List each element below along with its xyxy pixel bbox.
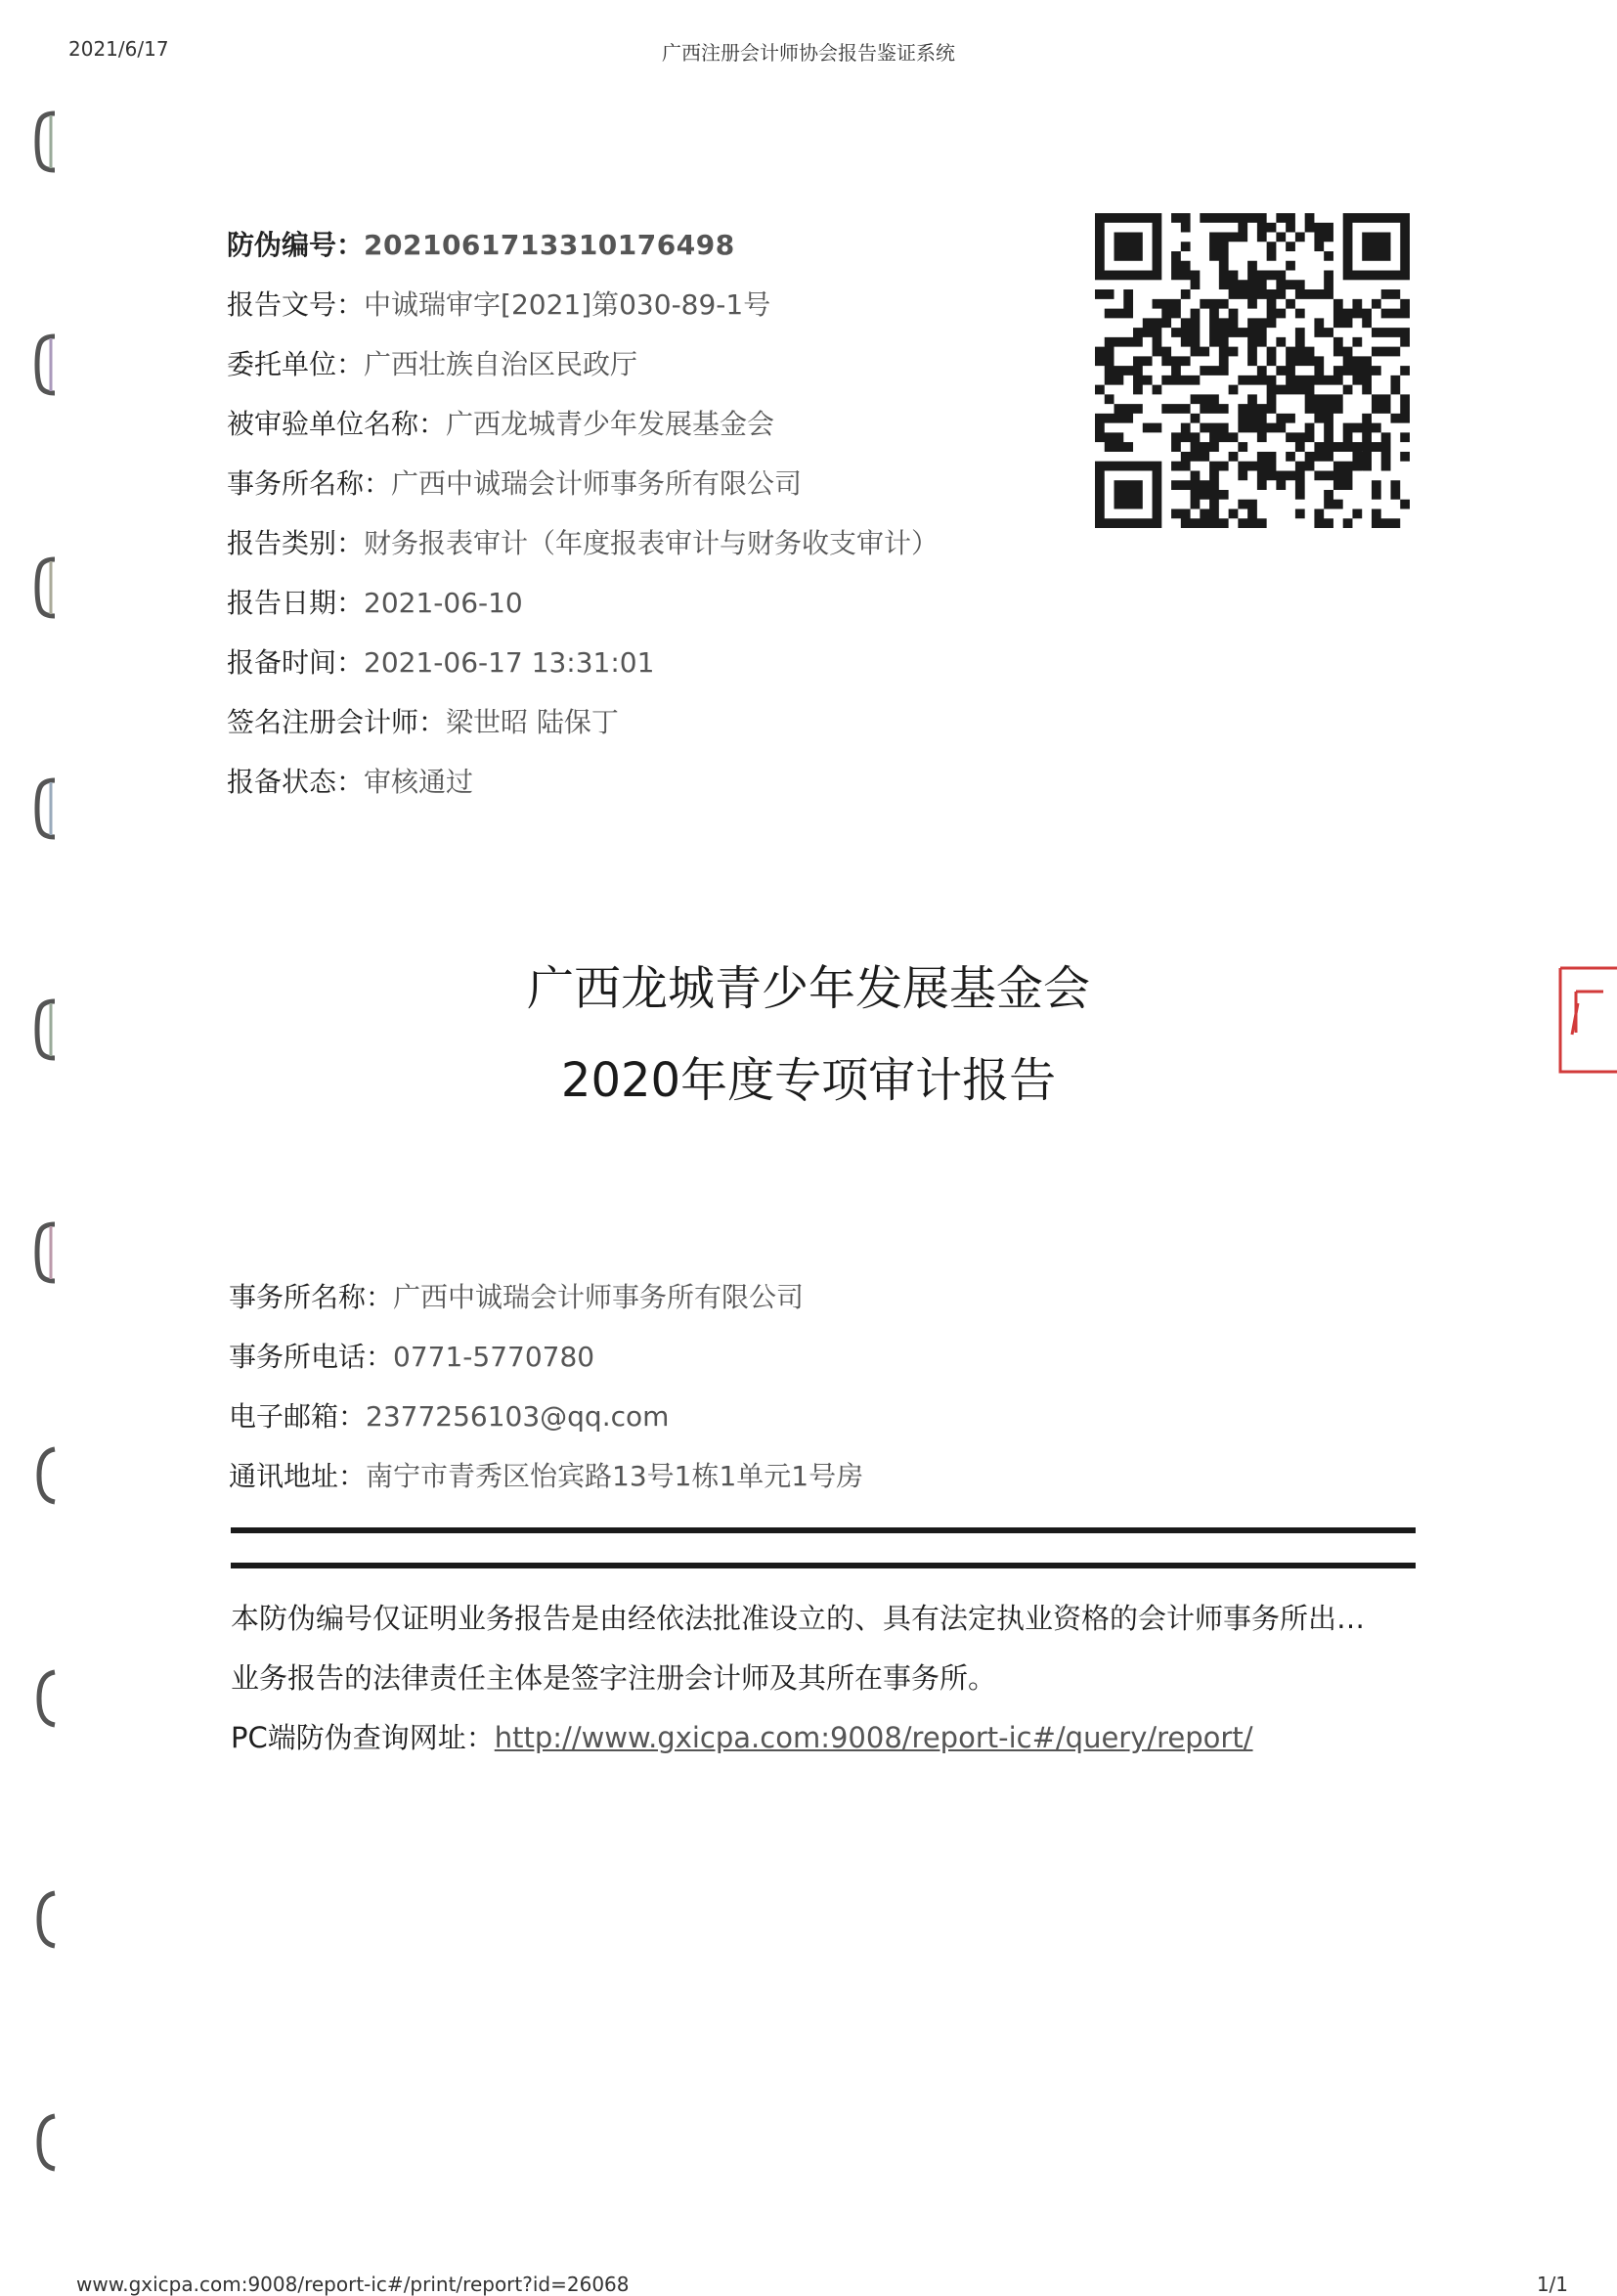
print-page-number: 1/1 [1536,2273,1568,2296]
report-info [227,223,939,819]
info-value: 广西中诚瑞会计师事务所有限公司 [391,467,803,500]
info-value: 2021061713310176498 [364,229,735,261]
info-row-report-date [227,581,939,640]
firm-label: 通讯地址： [229,1460,367,1492]
info-row-signing-cpa [227,700,939,760]
firm-row-address [229,1454,863,1514]
report-title-line2: 2020年度专项审计报告 [560,1053,1057,1108]
info-value: 2021-06-17 13:31:01 [364,646,655,679]
notice-link-row [231,1715,1365,1775]
firm-row-name [229,1275,863,1335]
firm-label: 事务所电话： [229,1341,394,1373]
firm-label: 事务所名称： [229,1281,394,1313]
notice-line: 本防伪编号仅证明业务报告是由经依法批准设立的、具有法定执业资格的会计师事务所出… [231,1602,1366,1635]
firm-row-phone [229,1335,863,1394]
info-label: 报备状态： [227,766,365,798]
info-value: 2021-06-10 [364,587,523,619]
info-row-client [227,342,939,402]
firm-label: 电子邮箱： [229,1400,367,1433]
info-value: 中诚瑞审字[2021]第030-89-1号 [364,288,771,321]
firm-row-email [229,1394,863,1454]
info-label: 报备时间： [227,646,365,679]
query-link-label: PC端防伪查询网址： [231,1721,495,1754]
firm-contact [229,1275,863,1514]
binding-hole-icon [25,331,61,399]
info-label: 报告日期： [227,587,365,619]
qr-code-icon [1095,213,1410,528]
info-label: 签名注册会计师： [227,706,447,738]
print-date: 2021/6/17 [68,37,169,61]
info-row-audited-entity [227,402,939,462]
info-label: 事务所名称： [227,467,392,500]
notice [231,1596,1365,1775]
notice-line: 业务报告的法律责任主体是签字注册会计师及其所在事务所。 [231,1661,997,1695]
query-link[interactable]: http://www.gxicpa.com:9008/report-ic#/query/report/ [494,1721,1253,1754]
info-row-report-no [227,283,939,342]
info-value: 梁世昭 陆保丁 [446,706,619,738]
info-label: 委托单位： [227,348,365,380]
info-value: 财务报表审计（年度报表审计与财务收支审计） [364,527,940,559]
firm-value: 0771-5770780 [393,1341,595,1373]
info-value: 广西龙城青少年发展基金会 [446,408,775,440]
binding-hole-icon [25,108,61,176]
firm-value: 南宁市青秀区怡宾路13号1栋1单元1号房 [366,1460,864,1492]
firm-value: 广西中诚瑞会计师事务所有限公司 [393,1281,805,1313]
binding-hole-icon [25,774,61,843]
info-row-filing-time [227,640,939,700]
info-label: 报告文号： [227,288,365,321]
info-label: 防伪编号： [227,229,365,261]
info-value: 广西壮族自治区民政厅 [364,348,638,380]
binding-hole-icon [25,2108,61,2177]
print-footer-url: www.gxicpa.com:9008/report-ic#/print/report?id=26068 [76,2273,630,2296]
binding-hole-icon [25,1885,61,1954]
binding-hole-icon [25,553,61,622]
info-row-firm-name [227,462,939,521]
info-row-filing-status [227,760,939,819]
print-header-title: 广西注册会计师协会报告鉴证系统 [662,41,955,65]
divider [231,1563,1416,1568]
divider [231,1527,1416,1533]
binding-hole-icon [25,1664,61,1733]
info-value: 审核通过 [364,766,474,798]
info-row-report-type [227,521,939,581]
info-label: 报告类别： [227,527,365,559]
report-title-line1: 广西龙城青少年发展基金会 [526,961,1090,1016]
info-row-anti-counterfeit-no [227,223,939,283]
firm-value: 2377256103@qq.com [366,1400,670,1433]
binding-hole-icon [25,1441,61,1510]
binding-hole-icon [25,1218,61,1287]
info-label: 被审验单位名称： [227,408,447,440]
